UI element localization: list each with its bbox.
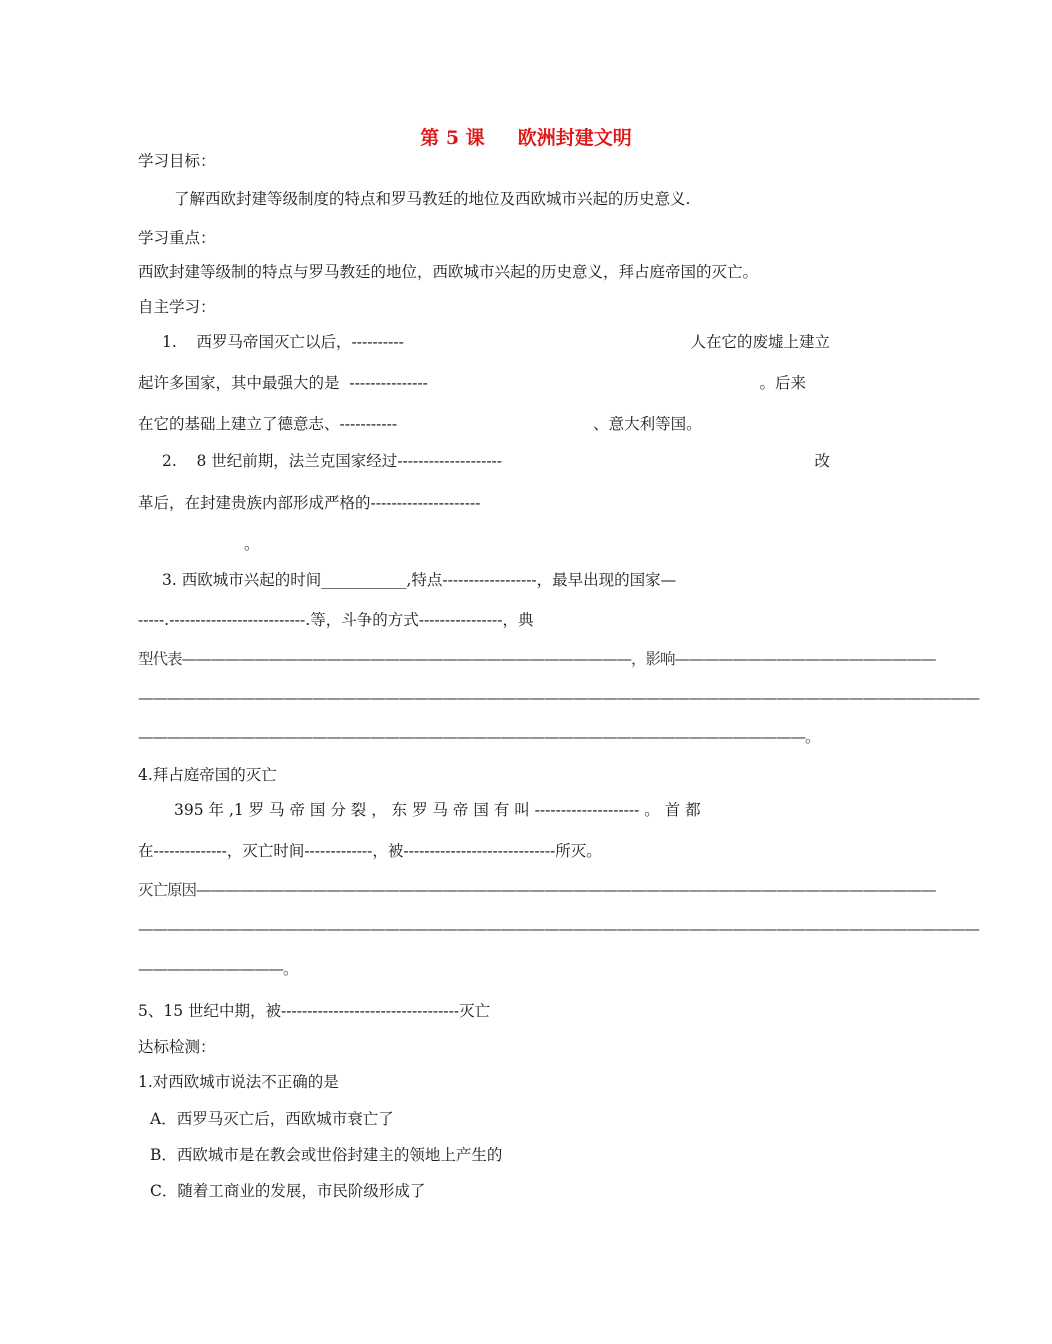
q2-text-a1: 2. 8 世纪前期，法兰克国家经过-------------------- xyxy=(162,452,503,470)
question-2-line-1 xyxy=(138,450,830,472)
page-title: 第 5 课 欧洲封建文明 xyxy=(420,127,632,149)
question-5: 5、15 世纪中期，被----------------------------------灭亡 xyxy=(138,1002,491,1020)
question-1-line-3 xyxy=(138,413,806,435)
assessment-question-1: 1.对西欧城市说法不正确的是 xyxy=(138,1073,339,1091)
option-b: B．西欧城市是在教会或世俗封建主的领地上产生的 xyxy=(150,1146,503,1164)
question-3-line-1: 3. 西欧城市兴起的时间___________,特点------------------，最早出现的国家— xyxy=(162,571,677,589)
key-points-text: 西欧封建等级制的特点与罗马教廷的地位，西欧城市兴起的历史意义，拜占庭帝国的灭亡。 xyxy=(138,263,759,281)
question-4-line-1: 395 年 ,1 罗 马 帝 国 分 裂 ， 东 罗 马 帝 国 有 叫 -------------------- 。 首 都 xyxy=(174,801,701,819)
option-a: A．西罗马灭亡后，西欧城市衰亡了 xyxy=(150,1110,394,1128)
question-1-line-1 xyxy=(138,331,830,353)
q2-text-a2: 改 xyxy=(814,452,830,470)
q1-text-c1: 在它的基础上建立了德意志、----------- xyxy=(138,415,398,433)
question-3-line-4: —————————————————————————————————————————————————————————— xyxy=(138,689,979,707)
question-4-line-4: —————————————————————————————————————————————————————————— xyxy=(138,920,979,938)
q1-text-b2: 。后来 xyxy=(759,374,806,392)
q1-text-a2: 人在它的废墟上建立 xyxy=(690,333,830,351)
question-2-line-3: 。 xyxy=(244,535,260,553)
question-1-line-2 xyxy=(138,372,806,394)
question-3-line-5: ——————————————————————————————————————————————。 xyxy=(138,728,820,746)
objectives-text: 了解西欧封建等级制度的特点和罗马教廷的地位及西欧城市兴起的历史意义. xyxy=(174,190,691,208)
question-4-line-5: ——————————。 xyxy=(138,960,298,978)
question-4-line-2: 在--------------，灭亡时间-------------，被-----------------------------所灭。 xyxy=(138,842,602,860)
question-4-heading: 4.拜占庭帝国的灭亡 xyxy=(138,766,277,784)
q1-text-b1: 起许多国家，其中最强大的是 --------------- xyxy=(138,374,428,392)
key-points-label: 学习重点： xyxy=(138,229,216,247)
question-3-line-2: -----.--------------------------.等，斗争的方式----------------，典 xyxy=(138,611,534,629)
option-c: C．随着工商业的发展，市民阶级形成了 xyxy=(150,1182,426,1200)
question-4-line-3: 灭亡原因——————————————————————————————————————————————————— xyxy=(138,881,936,899)
question-2-line-2: 革后，在封建贵族内部形成严格的--------------------- xyxy=(138,494,481,512)
objectives-label: 学习目标： xyxy=(138,152,216,170)
self-study-label: 自主学习： xyxy=(138,298,216,316)
question-3-line-3: 型代表———————————————————————————————，影响—————————————————— xyxy=(138,650,936,668)
q1-text-c2: 、意大利等国。 xyxy=(593,415,702,433)
q1-text-a1: 1. 西罗马帝国灭亡以后，---------- xyxy=(162,333,404,351)
assessment-label: 达标检测： xyxy=(138,1038,216,1056)
